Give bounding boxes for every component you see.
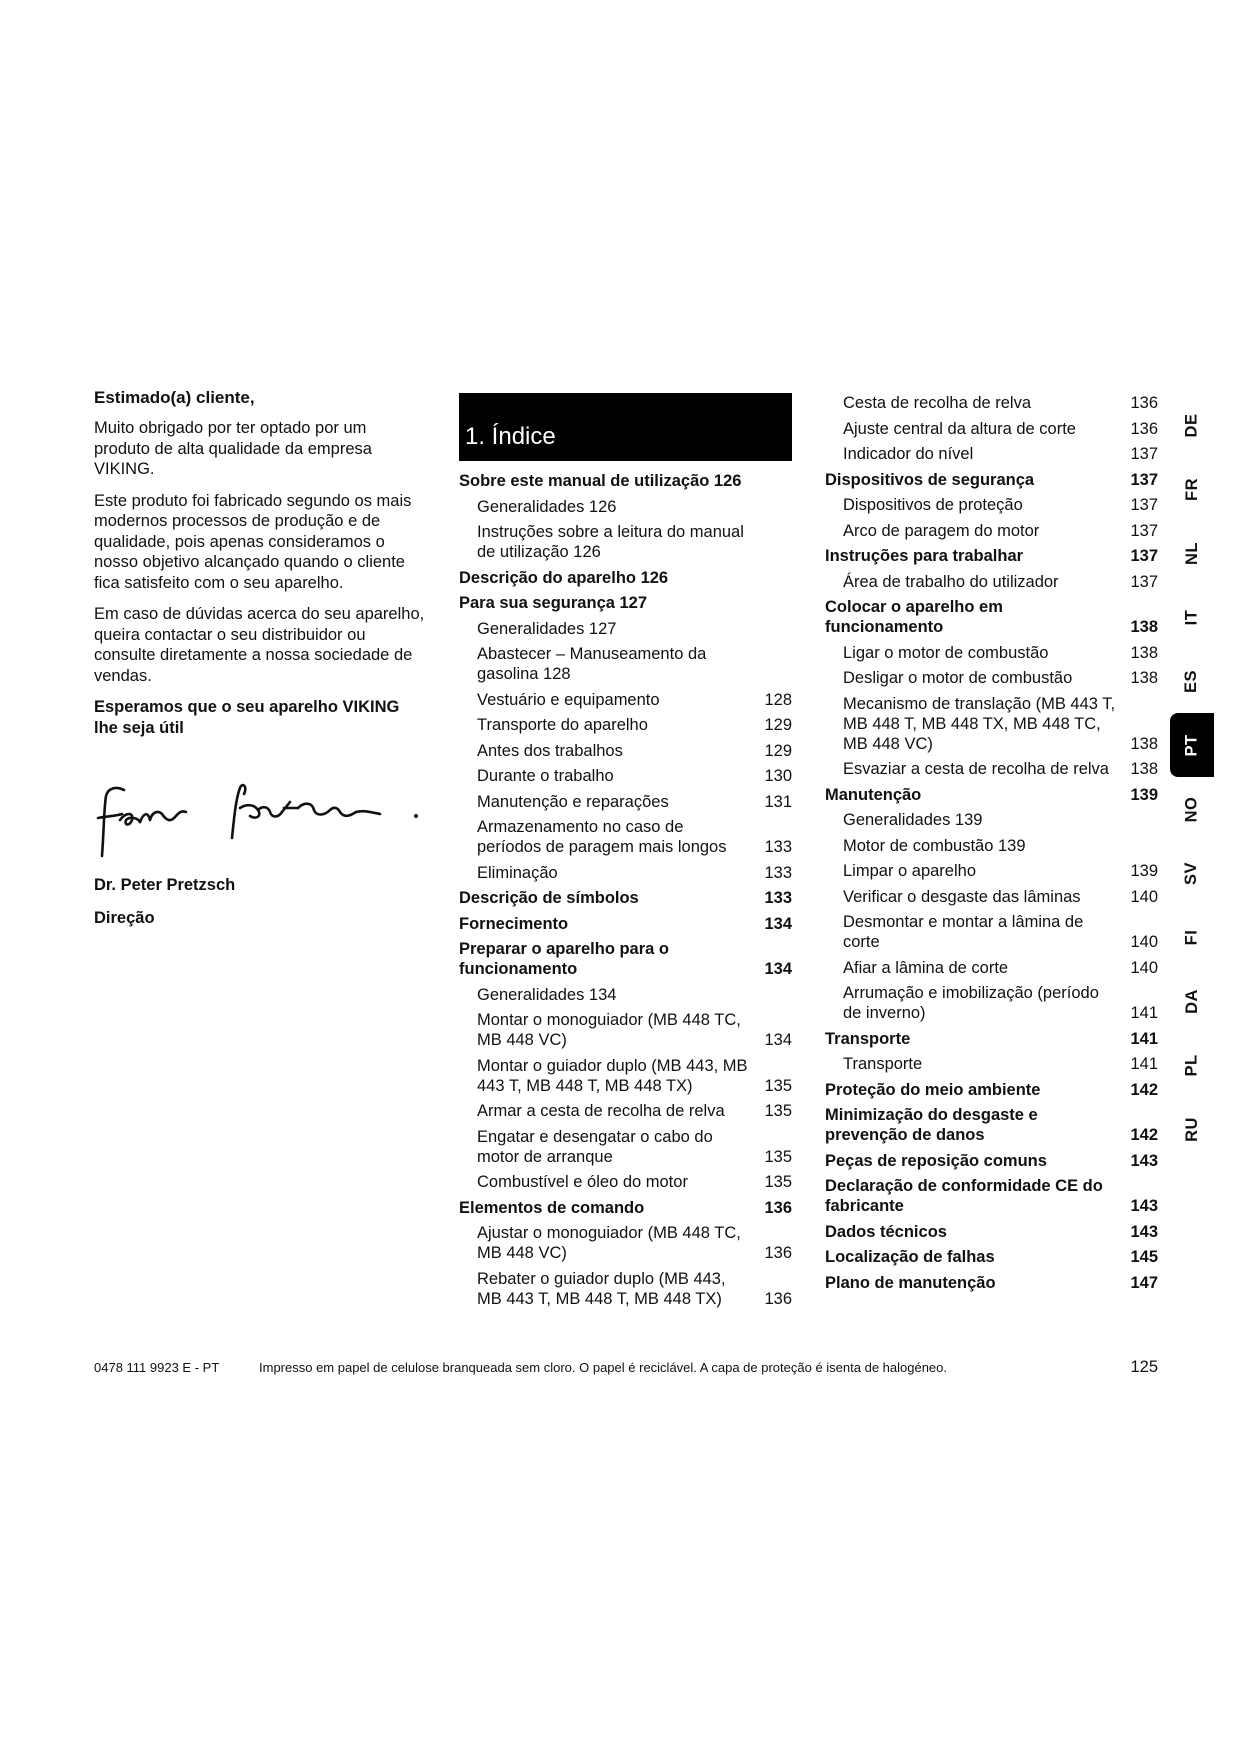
toc-subsection-entry[interactable] xyxy=(825,694,1158,754)
toc-entry-title: Para sua segurança 127 xyxy=(459,594,648,612)
toc-subsection-entry[interactable] xyxy=(459,1127,792,1167)
toc-entry-title: Ajustar o monoguiador (MB 448 TC, MB 448 VC) xyxy=(477,1224,741,1262)
toc-section-entry[interactable] xyxy=(825,785,1158,805)
toc-entry-title: Afiar a lâmina de corte xyxy=(843,958,1009,977)
toc-subsection-entry[interactable] xyxy=(459,1269,792,1309)
toc-section-entry[interactable] xyxy=(459,593,792,613)
toc-entry-title: Sobre este manual de utilização 126 xyxy=(459,472,742,490)
toc-subsection-entry[interactable] xyxy=(825,419,1158,439)
language-tab-label: ES xyxy=(1182,669,1201,693)
toc-entry-title: Declaração de conformidade CE do fabricante xyxy=(825,1177,1103,1215)
toc-header xyxy=(459,393,792,461)
toc-entry-page: 137 xyxy=(1130,547,1158,565)
toc-entry-page: 147 xyxy=(1130,1273,1158,1292)
toc-entry-title: Área de trabalho do utilizador xyxy=(843,572,1059,591)
language-tab-label: NO xyxy=(1182,796,1201,822)
toc-subsection-entry[interactable] xyxy=(459,863,792,883)
intro-paragraph: Este produto foi fabricado segundo os mais modernos processos de produção e de qualidade, pois apenas consideramos o nosso objetivo alcançado quando o cliente fica satisfeito com o seu aparelho. xyxy=(94,491,412,592)
toc-entry-title: Colocar o aparelho em funcionamento xyxy=(825,598,1003,636)
toc-entry-title: Durante o trabalho xyxy=(477,767,614,785)
toc-section-entry[interactable] xyxy=(459,1198,792,1218)
toc-entry-title: Verificar o desgaste das lâminas xyxy=(843,887,1081,906)
toc-entry-title: Generalidades 139 xyxy=(843,811,983,829)
toc-entry-page: 134 xyxy=(764,1031,792,1049)
toc-entry-title: Generalidades 126 xyxy=(477,497,617,516)
toc-entry-page: 128 xyxy=(764,690,792,709)
toc-entry-title: Transporte xyxy=(825,1029,911,1048)
toc-entry-title: Preparar o aparelho para o funcionamento xyxy=(459,940,669,978)
toc-section-entry[interactable] xyxy=(825,597,1158,637)
language-tab-pt[interactable] xyxy=(1170,713,1214,777)
toc-subsection-entry[interactable] xyxy=(825,1054,1158,1074)
toc-entry-page: 133 xyxy=(764,889,792,907)
language-tab-fi[interactable] xyxy=(1170,905,1214,969)
toc-entry-title: Manutenção xyxy=(825,785,922,804)
toc-section-entry[interactable] xyxy=(825,470,1158,490)
intro-paragraph: Em caso de dúvidas acerca do seu aparelho, queira contactar o seu distribuidor ou consulte diretamente a nossa sociedade de vendas. xyxy=(94,605,425,685)
language-tab-label: DA xyxy=(1182,988,1201,1014)
toc-subsection-entry[interactable] xyxy=(825,668,1158,688)
toc-entry-page: 137 xyxy=(1130,496,1158,514)
toc-entry-page: 136 xyxy=(764,1198,792,1217)
handwritten-signature xyxy=(94,768,424,868)
language-tab-sv[interactable] xyxy=(1170,841,1214,905)
toc-subsection-entry[interactable] xyxy=(459,497,792,517)
toc-column-2 xyxy=(825,393,1158,1298)
toc-subsection-entry[interactable] xyxy=(459,644,792,684)
toc-entry-title: Generalidades 134 xyxy=(477,985,617,1004)
toc-subsection-entry[interactable] xyxy=(825,958,1158,978)
toc-subsection-entry[interactable] xyxy=(825,861,1158,881)
toc-subsection-entry[interactable] xyxy=(459,741,792,761)
toc-entry-page: 136 xyxy=(764,1289,792,1308)
toc-entry-title: Esvaziar a cesta de recolha de relva xyxy=(843,760,1109,778)
toc-subsection-entry[interactable] xyxy=(825,836,1158,856)
language-tab-label: SV xyxy=(1182,861,1201,885)
toc-column-1 xyxy=(459,393,792,1314)
toc-section-entry[interactable] xyxy=(825,546,1158,566)
toc-entry-title: Ligar o motor de combustão xyxy=(843,643,1049,662)
toc-title: 1. Índice xyxy=(465,423,556,450)
toc-entry-title: Eliminação xyxy=(477,863,558,882)
toc-entry-page: 137 xyxy=(1130,521,1158,540)
toc-subsection-entry[interactable] xyxy=(459,522,792,562)
toc-entry-title: Dispositivos de proteção xyxy=(843,496,1023,514)
toc-entry-title: Armazenamento no caso de períodos de paragem mais longos xyxy=(477,818,727,856)
toc-entry-page: 138 xyxy=(1130,734,1158,753)
toc-entry-title: Generalidades 127 xyxy=(477,619,617,638)
toc-section-entry[interactable] xyxy=(825,1273,1158,1293)
toc-entry-title: Elementos de comando xyxy=(459,1198,645,1217)
signatory-role: Direção xyxy=(94,909,155,927)
toc-entry-title: Combustível e óleo do motor xyxy=(477,1173,688,1191)
toc-entry-page: 129 xyxy=(764,741,792,760)
toc-entry-title: Abastecer – Manuseamento da gasolina 128 xyxy=(477,645,707,683)
toc-entry-page: 135 xyxy=(764,1076,792,1095)
language-tab-label: FI xyxy=(1182,929,1201,945)
toc-entry-page: 142 xyxy=(1130,1080,1158,1099)
toc-entry-title: Antes dos trabalhos xyxy=(477,741,623,760)
toc-entry-page: 145 xyxy=(1130,1248,1158,1266)
toc-entry-page: 140 xyxy=(1130,887,1158,906)
toc-entry-title: Transporte xyxy=(843,1055,923,1073)
toc-entry-title: Ajuste central da altura de corte xyxy=(843,419,1076,438)
toc-subsection-entry[interactable] xyxy=(459,766,792,786)
toc-subsection-entry[interactable] xyxy=(459,1010,792,1050)
closing-line: Esperamos que o seu aparelho VIKING lhe seja útil xyxy=(94,698,400,737)
toc-entry-page: 136 xyxy=(764,1244,792,1262)
toc-entry-page: 133 xyxy=(764,838,792,856)
language-tab-it[interactable] xyxy=(1170,585,1214,649)
toc-entry-title: Indicador do nível xyxy=(843,445,974,463)
language-tab-label: PT xyxy=(1182,733,1201,757)
toc-entry-title: Desmontar e montar a lâmina de corte xyxy=(843,913,1084,951)
paper-note: Impresso em papel de celulose branqueada sem cloro. O papel é reciclável. A capa de proteção é isenta de halogéneo. xyxy=(259,1360,947,1375)
toc-entry-page: 141 xyxy=(1130,1029,1158,1048)
toc-subsection-entry[interactable] xyxy=(825,912,1158,952)
toc-entry-page: 140 xyxy=(1130,933,1158,951)
toc-entry-page: 139 xyxy=(1130,862,1158,880)
toc-section-entry[interactable] xyxy=(825,1222,1158,1242)
toc-list xyxy=(459,471,792,1309)
toc-section-entry[interactable] xyxy=(825,1151,1158,1171)
toc-subsection-entry[interactable] xyxy=(825,643,1158,663)
toc-subsection-entry[interactable] xyxy=(459,817,792,857)
signatory-name: Dr. Peter Pretzsch xyxy=(94,876,236,894)
toc-entry-title: Proteção do meio ambiente xyxy=(825,1080,1041,1099)
toc-subsection-entry[interactable] xyxy=(459,1056,792,1096)
language-tab-label: NL xyxy=(1182,541,1201,565)
toc-entry-title: Dispositivos de segurança xyxy=(825,470,1035,489)
toc-entry-title: Instruções sobre a leitura do manual de utilização 126 xyxy=(477,523,744,561)
toc-entry-page: 137 xyxy=(1130,572,1158,591)
toc-list xyxy=(825,393,1158,1293)
toc-entry-title: Fornecimento xyxy=(459,914,569,933)
language-tab-ru[interactable] xyxy=(1170,1097,1214,1161)
toc-section-entry[interactable] xyxy=(825,1029,1158,1049)
toc-entry-title: Minimização do desgaste e prevenção de danos xyxy=(825,1106,1038,1144)
toc-section-entry[interactable] xyxy=(825,1247,1158,1267)
toc-subsection-entry[interactable] xyxy=(459,1172,792,1192)
toc-section-entry[interactable] xyxy=(459,914,792,934)
language-tab-label: IT xyxy=(1182,609,1201,625)
toc-section-entry[interactable] xyxy=(459,471,792,491)
toc-section-entry[interactable] xyxy=(459,939,792,979)
toc-entry-title: Plano de manutenção xyxy=(825,1273,996,1292)
toc-subsection-entry[interactable] xyxy=(825,572,1158,592)
language-tab-nl[interactable] xyxy=(1170,521,1214,585)
language-tab-label: DE xyxy=(1182,413,1201,437)
language-tab-label: FR xyxy=(1182,477,1201,501)
toc-entry-page: 143 xyxy=(1130,1197,1158,1215)
toc-entry-title: Motor de combustão 139 xyxy=(843,836,1026,855)
toc-entry-page: 136 xyxy=(1130,419,1158,438)
toc-subsection-entry[interactable] xyxy=(825,759,1158,779)
toc-entry-title: Arco de paragem do motor xyxy=(843,521,1040,540)
language-tab-es[interactable] xyxy=(1170,649,1214,713)
toc-entry-page: 135 xyxy=(764,1173,792,1191)
toc-entry-page: 133 xyxy=(764,863,792,882)
toc-entry-page: 137 xyxy=(1130,470,1158,489)
toc-entry-title: Manutenção e reparações xyxy=(477,792,669,811)
toc-subsection-entry[interactable] xyxy=(459,792,792,812)
toc-entry-page: 131 xyxy=(764,792,792,811)
toc-entry-page: 136 xyxy=(1130,394,1158,412)
toc-entry-title: Montar o monoguiador (MB 448 TC, MB 448 VC) xyxy=(477,1011,741,1049)
toc-entry-title: Localização de falhas xyxy=(825,1248,995,1266)
toc-entry-page: 135 xyxy=(764,1102,792,1120)
toc-subsection-entry[interactable] xyxy=(825,887,1158,907)
toc-entry-title: Vestuário e equipamento xyxy=(477,690,660,709)
intro-paragraph: Muito obrigado por ter optado por um produto de alta qualidade da empresa VIKING. xyxy=(94,419,372,478)
toc-entry-page: 143 xyxy=(1130,1151,1158,1170)
toc-entry-title: Transporte do aparelho xyxy=(477,716,648,734)
toc-entry-page: 141 xyxy=(1130,1055,1158,1073)
toc-entry-page: 134 xyxy=(764,960,792,978)
document-code: 0478 111 9923 E - PT xyxy=(94,1360,220,1375)
toc-subsection-entry[interactable] xyxy=(825,983,1158,1023)
toc-section-entry[interactable] xyxy=(825,1080,1158,1100)
language-tab-pl[interactable] xyxy=(1170,1033,1214,1097)
toc-entry-title: Engatar e desengatar o cabo do motor de arranque xyxy=(477,1127,713,1166)
toc-entry-title: Dados técnicos xyxy=(825,1222,947,1241)
language-tab-da[interactable] xyxy=(1170,969,1214,1033)
toc-section-entry[interactable] xyxy=(825,1176,1158,1216)
page-number: 125 xyxy=(1130,1358,1158,1376)
toc-subsection-entry[interactable] xyxy=(825,521,1158,541)
toc-entry-title: Armar a cesta de recolha de relva xyxy=(477,1102,725,1120)
toc-subsection-entry[interactable] xyxy=(459,690,792,710)
language-tab-fr[interactable] xyxy=(1170,457,1214,521)
intro-letter xyxy=(94,388,426,928)
toc-entry-title: Mecanismo de translação (MB 443 T, MB 448 T, MB 448 TX, MB 448 TC, MB 448 VC) xyxy=(843,694,1116,753)
toc-section-entry[interactable] xyxy=(459,568,792,588)
toc-entry-page: 141 xyxy=(1130,1004,1158,1022)
toc-entry-title: Cesta de recolha de relva xyxy=(843,394,1032,412)
language-tab-label: RU xyxy=(1182,1116,1201,1142)
toc-entry-page: 140 xyxy=(1130,958,1158,977)
toc-entry-title: Descrição de símbolos xyxy=(459,889,639,907)
greeting: Estimado(a) cliente, xyxy=(94,388,255,407)
toc-entry-page: 138 xyxy=(1130,618,1158,636)
toc-subsection-entry[interactable] xyxy=(459,619,792,639)
toc-entry-page: 134 xyxy=(764,914,792,933)
toc-subsection-entry[interactable] xyxy=(825,393,1158,413)
toc-entry-page: 142 xyxy=(1130,1126,1158,1144)
toc-section-entry[interactable] xyxy=(459,888,792,908)
toc-entry-title: Desligar o motor de combustão xyxy=(843,669,1073,687)
toc-entry-page: 138 xyxy=(1130,643,1158,662)
toc-entry-title: Peças de reposição comuns xyxy=(825,1151,1047,1170)
toc-entry-page: 138 xyxy=(1130,669,1158,687)
toc-entry-page: 129 xyxy=(764,716,792,734)
toc-entry-page: 138 xyxy=(1130,760,1158,778)
language-tab-de[interactable] xyxy=(1170,393,1214,457)
toc-subsection-entry[interactable] xyxy=(825,810,1158,830)
toc-section-entry[interactable] xyxy=(825,1105,1158,1145)
toc-entry-title: Rebater o guiador duplo (MB 443, MB 443 T, MB 448 T, MB 448 TX) xyxy=(477,1269,726,1308)
toc-subsection-entry[interactable] xyxy=(459,1223,792,1263)
toc-entry-page: 135 xyxy=(764,1147,792,1166)
toc-entry-title: Instruções para trabalhar xyxy=(825,547,1024,565)
toc-entry-page: 130 xyxy=(764,767,792,785)
language-tabs xyxy=(1170,393,1214,1161)
toc-subsection-entry[interactable] xyxy=(459,1101,792,1121)
toc-subsection-entry[interactable] xyxy=(459,715,792,735)
toc-entry-title: Limpar o aparelho xyxy=(843,862,976,880)
toc-entry-title: Montar o guiador duplo (MB 443, MB 443 T, MB 448 T, MB 448 TX) xyxy=(477,1056,748,1095)
toc-entry-title: Arrumação e imobilização (período de inverno) xyxy=(843,984,1099,1022)
language-tab-label: PL xyxy=(1182,1053,1201,1077)
toc-entry-page: 137 xyxy=(1130,445,1158,463)
toc-entry-page: 139 xyxy=(1130,785,1158,804)
toc-subsection-entry[interactable] xyxy=(459,985,792,1005)
toc-entry-title: Descrição do aparelho 126 xyxy=(459,568,669,587)
toc-entry-page: 143 xyxy=(1130,1222,1158,1241)
toc-subsection-entry[interactable] xyxy=(825,495,1158,515)
toc-subsection-entry[interactable] xyxy=(825,444,1158,464)
language-tab-no[interactable] xyxy=(1170,777,1214,841)
